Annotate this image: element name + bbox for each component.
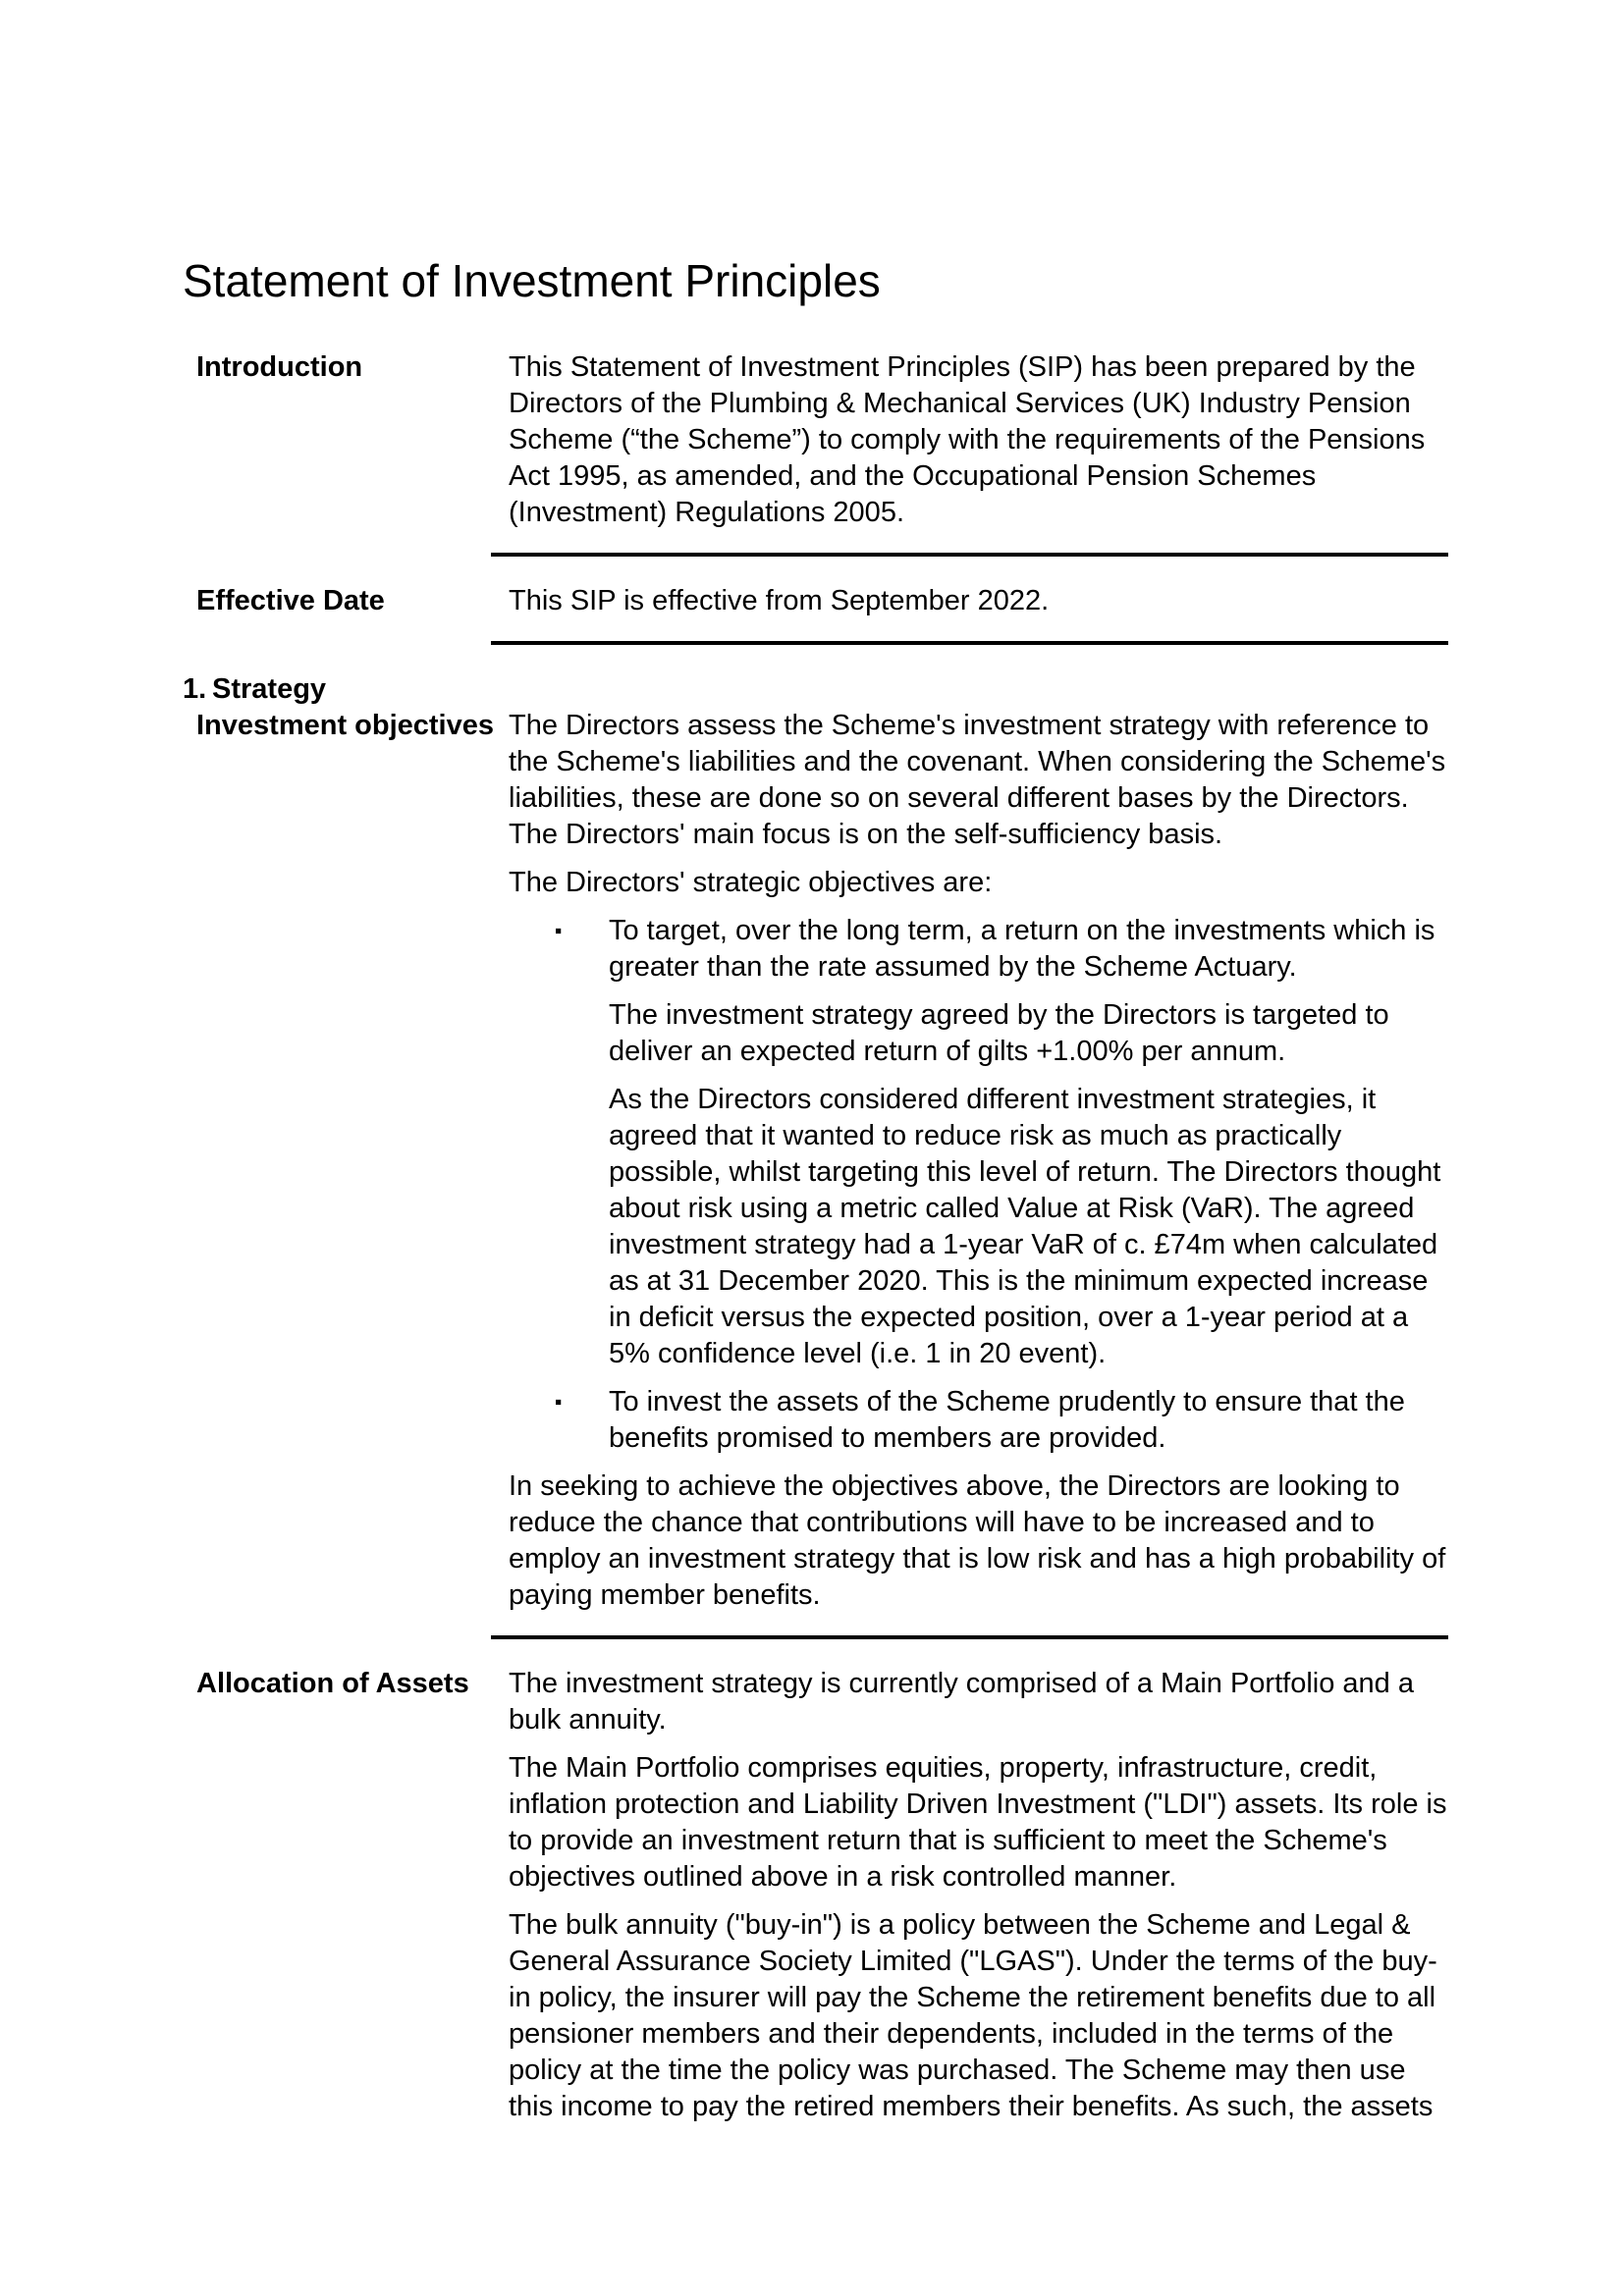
strategy-heading <box>183 671 509 708</box>
row-label-allocation-of-assets: Allocation of Assets <box>196 1668 469 1699</box>
section-effective-date <box>183 583 1449 619</box>
horizontal-rule <box>491 641 1448 645</box>
section-allocation-of-assets <box>183 1666 1449 2125</box>
bullet-item-2 <box>509 1384 1447 1457</box>
strategy-paragraph-2: The Directors' strategic objectives are: <box>509 867 993 898</box>
bullet-square-icon: ▪ <box>555 920 563 942</box>
strategy-heading-label: Strategy <box>212 673 327 705</box>
bullet-item-1 <box>509 913 1447 986</box>
bullet-1-text: To target, over the long term, a return on the investments which is greater than the rate assumed by the Scheme Actuary. <box>609 915 1435 983</box>
row-label-effective-date: Effective Date <box>196 585 385 616</box>
row-label-introduction: Introduction <box>196 351 363 383</box>
horizontal-rule <box>491 553 1448 557</box>
row-label-investment-objectives: Investment objectives <box>196 710 494 741</box>
allocation-paragraph-2: The Main Portfolio comprises equities, property, infrastructure, credit, inflation protection and Liability Driven Investment ("LDI") assets. Its role is to provide an investment return that is sufficient to meet the Scheme's objectives outlined above in a risk controlled manner. <box>509 1752 1447 1893</box>
allocation-paragraph-1: The investment strategy is currently comprised of a Main Portfolio and a bulk annuity. <box>509 1668 1414 1735</box>
horizontal-rule <box>491 1635 1448 1639</box>
allocation-paragraph-3: The bulk annuity ("buy-in") is a policy between the Scheme and Legal & General Assurance Society Limited ("LGAS"). Under the terms of the buy-in policy, the insurer will pay the Scheme the retirement benefits due to all pensioner members and their dependents, included in the terms of the policy at the time the policy was purchased. The Scheme may then use this income to pay the retired members their benefits. As such, the assets <box>509 1909 1437 2122</box>
page-title: Statement of Investment Principles <box>183 255 881 306</box>
strategy-label-column <box>183 671 509 744</box>
strategy-paragraph-1: The Directors assess the Scheme's investment strategy with reference to the Scheme's liabilities and the covenant. When considering the Scheme's liabilities, these are done so on several different bases by the Directors. The Directors' main focus is on the self-sufficiency basis. <box>509 710 1446 850</box>
strategy-content <box>509 671 1447 1614</box>
introduction-content <box>509 349 1447 531</box>
strategy-number: 1. <box>183 673 207 705</box>
effective-date-content <box>509 583 1447 619</box>
allocation-content <box>509 1666 1447 2125</box>
bullet-square-icon: ▪ <box>555 1391 563 1414</box>
bullet-2-text: To invest the assets of the Scheme prudently to ensure that the benefits promised to members are provided. <box>609 1386 1405 1454</box>
bullet-1-subparagraph-1: The investment strategy agreed by the Directors is targeted to deliver an expected return of gilts +1.00% per annum. <box>609 999 1389 1067</box>
section-introduction <box>183 349 1449 531</box>
effective-date-paragraph: This SIP is effective from September 2022. <box>509 585 1050 616</box>
introduction-paragraph: This Statement of Investment Principles (SIP) has been prepared by the Directors of the Plumbing & Mechanical Services (UK) Industry Pension Scheme (“the Scheme”) to comply with the requirements of the Pensions Act 1995, as amended, and the Occupational Pension Schemes (Investment) Regulations 2005. <box>509 351 1426 528</box>
section-strategy <box>183 671 1449 1614</box>
strategy-paragraph-3: In seeking to achieve the objectives above, the Directors are looking to reduce the chance that contributions will have to be increased and to employ an investment strategy that is low risk and has a high probability of paying member benefits. <box>509 1470 1446 1611</box>
bullet-1-subparagraph-2: As the Directors considered different investment strategies, it agreed that it wanted to reduce risk as much as practically possible, whilst targeting this level of return. The Directors thought about risk using a metric called Value at Risk (VaR). The agreed investment strategy had a 1-year VaR of c. £74m when calculated as at 31 December 2020. This is the minimum expected increase in deficit versus the expected position, over a 1-year period at a 5% confidence level (i.e. 1 in 20 event). <box>609 1084 1441 1369</box>
